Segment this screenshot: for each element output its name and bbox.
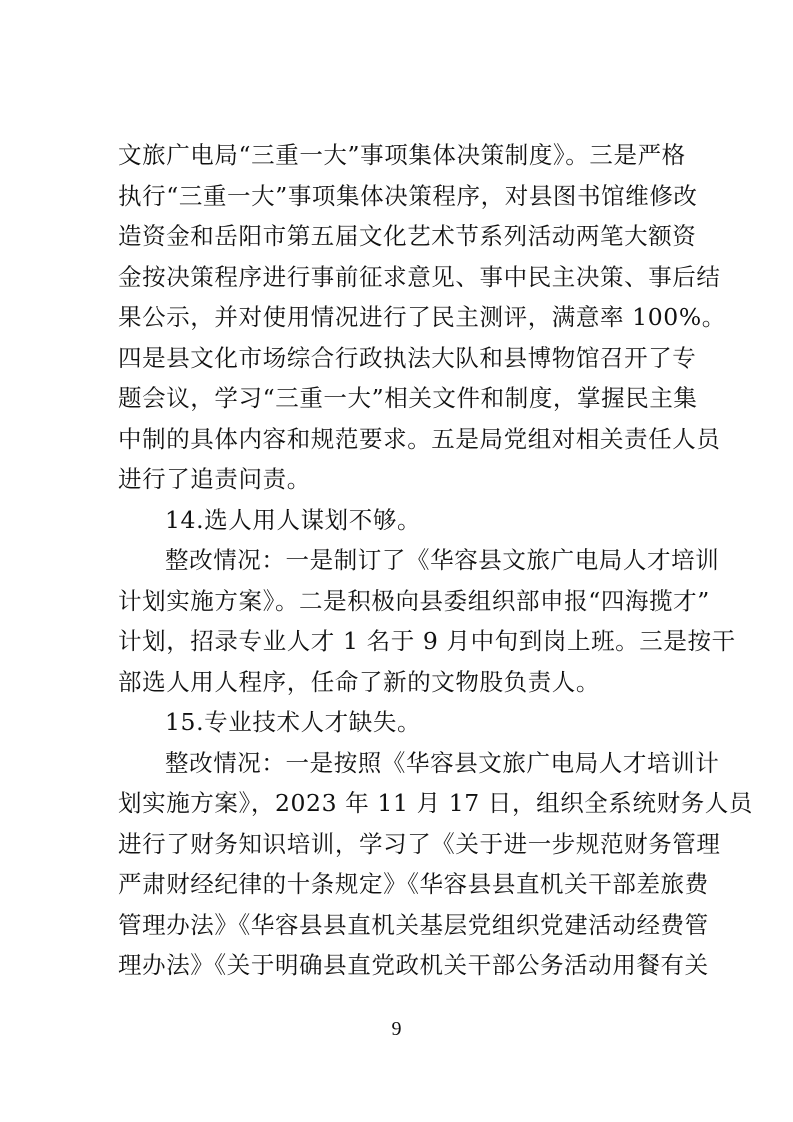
section-heading-15 bbox=[118, 702, 683, 743]
text-line: 整改情况：一是按照《华容县文旅广电局人才培训计 bbox=[165, 748, 720, 777]
paragraph-rectification-14 bbox=[118, 540, 736, 702]
text-line: 管理办法》《华容县县直机关基层党组织党建活动经费管 bbox=[118, 910, 709, 939]
text-line: 题会议，学习“三重一大”相关文件和制度，掌握民主集 bbox=[118, 384, 698, 412]
text-line: 文旅广电局“三重一大”事项集体决策制度》。三是严格 bbox=[118, 141, 686, 169]
section-heading-14 bbox=[118, 500, 683, 541]
text-line: 金按决策程序进行事前征求意见、事中民主决策、事后结 bbox=[118, 262, 721, 291]
text-line: 进行了财务知识培训，学习了《关于进一步规范财务管理 bbox=[118, 829, 721, 858]
heading-text: 15.专业技术人才缺失。 bbox=[165, 708, 422, 736]
text-line: 划实施方案》，2023 年 11 月 17 日，组织全系统财务人员 bbox=[118, 789, 754, 817]
text-line: 整改情况：一是制订了《华容县文旅广电局人才培训 bbox=[165, 546, 720, 574]
text-line: 四是县文化市场综合行政执法大队和县博物馆召开了专 bbox=[118, 343, 697, 372]
text-line: 中制的具体内容和规范要求。五是局党组对相关责任人员 bbox=[118, 424, 721, 453]
text-line: 计划，招录专业人才 1 名于 9 月中旬到岗上班。三是按干 bbox=[118, 627, 736, 655]
text-line: 进行了追责问责。 bbox=[118, 465, 311, 493]
text-line: 严肃财经纪律的十条规定》《华容县县直机关干部差旅费 bbox=[118, 870, 709, 898]
text-line: 部选人用人程序，任命了新的文物股负责人。 bbox=[118, 667, 600, 696]
paragraph-continuation bbox=[118, 135, 726, 500]
text-line: 执行“三重一大”事项集体决策程序，对县图书馆维修改 bbox=[118, 181, 698, 210]
heading-text: 14.选人用人谋划不够。 bbox=[165, 505, 422, 534]
text-line: 计划实施方案》。二是积极向县委组织部申报“四海揽才” bbox=[118, 586, 710, 615]
page-number: 9 bbox=[391, 1018, 402, 1040]
text-line: 理办法》《关于明确县直党政机关干部公务活动用餐有关 bbox=[118, 951, 709, 979]
text-line: 果公示，并对使用情况进行了民主测评，满意率 100%。 bbox=[118, 303, 726, 331]
text-line: 造资金和岳阳市第五届文化艺术节系列活动两笔大额资 bbox=[118, 222, 697, 250]
paragraph-rectification-15 bbox=[118, 743, 754, 986]
document-body bbox=[118, 135, 754, 986]
